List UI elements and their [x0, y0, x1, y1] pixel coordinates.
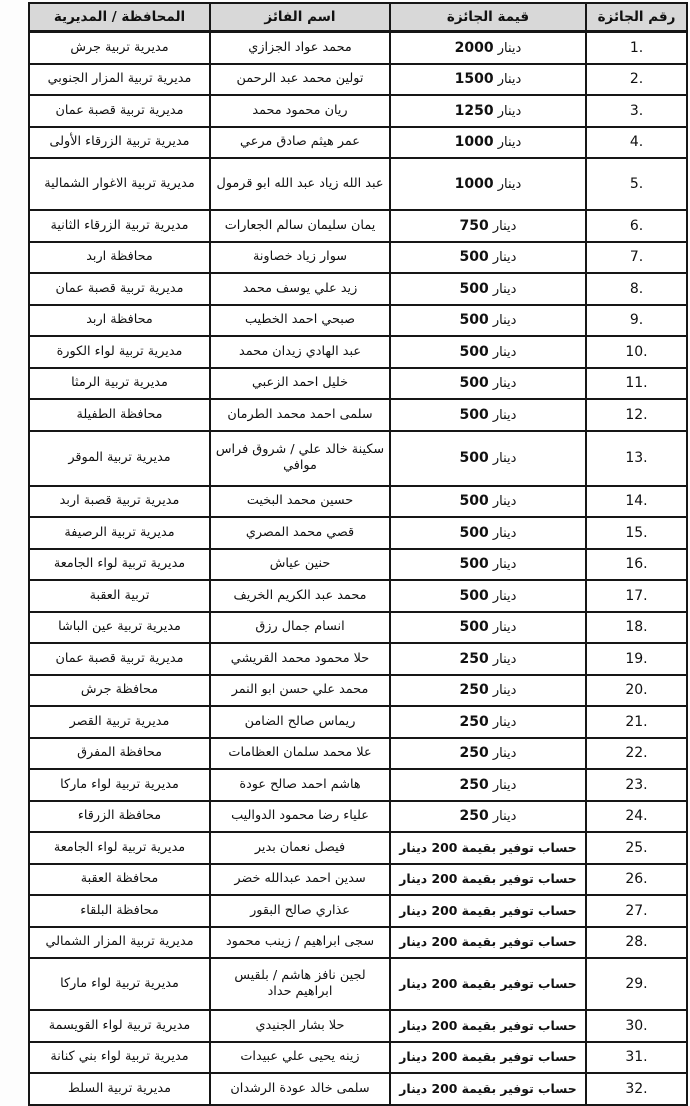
prize-value-text: 250 دينار [459, 682, 517, 699]
prize-number-text: 6. [629, 217, 644, 234]
prize-number-cell [586, 675, 687, 707]
district-cell: محافظة البلقاء [29, 895, 210, 927]
table-row [29, 1042, 687, 1074]
prize-value-cell [390, 1010, 586, 1042]
prize-value-text: 250 دينار [459, 745, 517, 762]
prize-number-text: 22. [625, 745, 648, 762]
district-cell: مديرية تربية المزار الجنوبي [29, 64, 210, 96]
prize-value-text: حساب توفير بقيمة 200 دينار [399, 871, 577, 887]
prize-number-cell [586, 127, 687, 159]
winner-name-cell: تولين محمد عبد الرحمن [210, 64, 390, 96]
prize-number-text: 30. [625, 1017, 648, 1034]
district-cell: مديرية تربية قصبة عمان [29, 273, 210, 305]
prize-number-text: 17. [625, 587, 648, 604]
prize-value-cell [390, 549, 586, 581]
winner-name-cell: محمد علي حسن ابو النمر [210, 675, 390, 707]
prize-value-text: 1500 دينار [454, 71, 522, 88]
prize-value-cell [390, 64, 586, 96]
winner-name-cell: عمر هيثم صادق مرعي [210, 127, 390, 159]
table-row [29, 549, 687, 581]
table-row [29, 1010, 687, 1042]
prize-number-text: 31. [625, 1049, 648, 1066]
prize-number-cell [586, 32, 687, 64]
district-cell: محافظة اربد [29, 242, 210, 274]
prize-number-cell [586, 549, 687, 581]
prize-value-cell [390, 399, 586, 431]
prize-value-text: حساب توفير بقيمة 200 دينار [399, 976, 577, 991]
prize-value-cell [390, 675, 586, 707]
prize-value-text: 1250 دينار [454, 102, 522, 119]
prize-number-text: 10. [625, 343, 648, 360]
district-cell: مديرية تربية الرمثا [29, 368, 210, 400]
prize-value-cell [390, 210, 586, 242]
prize-number-cell [586, 1010, 687, 1042]
district-cell: مديرية تربية لواء ماركا [29, 958, 210, 1010]
prize-number-cell [586, 1073, 687, 1105]
winner-name-cell: سكينة خالد علي / شروق فراس موافي [210, 431, 390, 486]
table-row [29, 127, 687, 159]
table-row [29, 95, 687, 127]
table-row [29, 210, 687, 242]
prize-number-cell [586, 517, 687, 549]
prize-value-text: حساب توفير بقيمة 200 دينار [399, 1049, 577, 1065]
district-cell: مديرية تربية عين الباشا [29, 612, 210, 644]
prize-value-text: 500 دينار [459, 450, 517, 466]
winner-name-cell: ريماس صالح الضامن [210, 706, 390, 738]
district-cell: محافظة اربد [29, 305, 210, 337]
winner-name-cell: علا محمد سلمان العظامات [210, 738, 390, 770]
district-cell: مديرية تربية لواء الجامعة [29, 549, 210, 581]
prize-value-text: حساب توفير بقيمة 200 دينار [399, 902, 577, 918]
prize-number-text: 20. [625, 682, 648, 699]
district-cell: مديرية تربية القصر [29, 706, 210, 738]
prize-value-cell [390, 864, 586, 896]
district-cell: مديرية تربية لواء الكورة [29, 336, 210, 368]
winner-name-cell: خليل احمد الزعبي [210, 368, 390, 400]
prize-value-cell [390, 958, 586, 1010]
table-row [29, 832, 687, 864]
prize-value-text: 250 دينار [459, 650, 517, 667]
prize-number-cell [586, 1042, 687, 1074]
prize-value-text: 2000 دينار [454, 39, 522, 56]
prize-number-cell [586, 273, 687, 305]
winner-name-cell: لجين نافز هاشم / بلقيس ابراهيم حداد [210, 958, 390, 1010]
winner-name-cell: سدين احمد عبدالله خضر [210, 864, 390, 896]
district-cell: مديرية تربية الموقر [29, 431, 210, 486]
winner-name-cell: سوار زياد خصاونة [210, 242, 390, 274]
prize-number-cell [586, 64, 687, 96]
prize-number-text: 16. [625, 556, 648, 573]
prize-number-cell [586, 738, 687, 770]
prize-number-cell [586, 210, 687, 242]
table-row [29, 958, 687, 1010]
prize-number-cell [586, 927, 687, 959]
prize-number-cell [586, 958, 687, 1010]
district-cell: مديرية تربية المزار الشمالي [29, 927, 210, 959]
prize-number-text: 12. [625, 406, 648, 423]
table-row [29, 486, 687, 518]
prize-number-text: 7. [629, 249, 644, 266]
prize-number-text: 4. [629, 134, 644, 151]
prize-value-cell [390, 431, 586, 486]
winner-name-cell: قصي محمد المصري [210, 517, 390, 549]
prize-number-cell [586, 431, 687, 486]
prize-number-text: 2. [629, 71, 644, 88]
prize-value-cell [390, 1073, 586, 1105]
winner-name-cell: محمد عواد الجزازي [210, 32, 390, 64]
table-row [29, 927, 687, 959]
district-cell: مديرية تربية الزرقاء الأولى [29, 127, 210, 159]
winner-name-cell: هاشم احمد صالح عودة [210, 769, 390, 801]
prize-number-text: 25. [625, 839, 648, 856]
prize-number-text: 11. [625, 375, 648, 392]
prize-number-cell [586, 336, 687, 368]
prize-number-text: 26. [625, 871, 648, 888]
prize-number-cell [586, 158, 687, 210]
winner-name-cell: عبد الهادي زيدان محمد [210, 336, 390, 368]
table-row [29, 64, 687, 96]
table-row [29, 612, 687, 644]
prize-value-text: 1000 دينار [454, 134, 522, 151]
prize-value-text: 500 دينار [459, 280, 517, 297]
prize-number-text: 5. [629, 176, 644, 192]
prize-number-text: 8. [629, 280, 644, 297]
table-row [29, 158, 687, 210]
district-cell: محافظة المفرق [29, 738, 210, 770]
prize-number-cell [586, 95, 687, 127]
table-row [29, 517, 687, 549]
district-cell: مديرية تربية لواء بني كنانة [29, 1042, 210, 1074]
district-cell: مديرية تربية الرصيفة [29, 517, 210, 549]
prize-number-cell [586, 242, 687, 274]
prize-value-cell [390, 158, 586, 210]
winner-name-cell: علياء رضا محمود الدواليب [210, 801, 390, 833]
prize-value-text: 500 دينار [459, 406, 517, 423]
prize-value-text: حساب توفير بقيمة 200 دينار [399, 839, 577, 855]
prize-number-text: 13. [625, 450, 648, 466]
prize-value-cell [390, 336, 586, 368]
winner-name-cell: سجى ابراهيم / زينب محمود [210, 927, 390, 959]
prize-value-text: 500 دينار [459, 343, 517, 360]
table-row [29, 643, 687, 675]
district-cell: محافظة جرش [29, 675, 210, 707]
district-cell: مديرية تربية السلط [29, 1073, 210, 1105]
district-cell: تربية العقبة [29, 580, 210, 612]
prize-value-text: حساب توفير بقيمة 200 دينار [399, 934, 577, 950]
table-row [29, 368, 687, 400]
winner-name-cell: انسام جمال رزق [210, 612, 390, 644]
header-winner-name: اسم الفائز [210, 3, 390, 32]
table-row [29, 273, 687, 305]
prize-value-text: 500 دينار [459, 619, 517, 636]
prize-value-text: 1000 دينار [454, 176, 522, 192]
prize-value-text: 500 دينار [459, 587, 517, 604]
district-cell: مديرية تربية قصبة عمان [29, 95, 210, 127]
prize-number-cell [586, 864, 687, 896]
prize-value-cell [390, 32, 586, 64]
district-cell: محافظة الزرقاء [29, 801, 210, 833]
district-cell: مديرية تربية قصبة عمان [29, 643, 210, 675]
district-cell: مديرية تربية الزرقاء الثانية [29, 210, 210, 242]
prize-winners-document [0, 2, 690, 1097]
prize-value-cell [390, 1042, 586, 1074]
table-row [29, 895, 687, 927]
prize-number-cell [586, 832, 687, 864]
prize-number-text: 19. [625, 650, 648, 667]
prize-number-cell [586, 612, 687, 644]
prize-value-text: 500 دينار [459, 312, 517, 329]
table-row [29, 242, 687, 274]
winner-name-cell: عبد الله زياد عبد الله ابو قرمول [210, 158, 390, 210]
prize-value-cell [390, 832, 586, 864]
prize-number-cell [586, 706, 687, 738]
district-cell: مديرية تربية لواء القويسمة [29, 1010, 210, 1042]
prize-value-text: 500 دينار [459, 556, 517, 573]
district-cell: مديرية تربية الاغوار الشمالية [29, 158, 210, 210]
winner-name-cell: سلمى خالد عودة الرشدان [210, 1073, 390, 1105]
prize-number-cell [586, 801, 687, 833]
prize-value-text: 500 دينار [459, 375, 517, 392]
table-row [29, 399, 687, 431]
prize-number-cell [586, 895, 687, 927]
table-row [29, 738, 687, 770]
table-row [29, 431, 687, 486]
prize-number-text: 29. [625, 976, 648, 992]
district-cell: محافظة الطفيلة [29, 399, 210, 431]
prize-number-cell [586, 580, 687, 612]
prize-value-cell [390, 706, 586, 738]
prize-number-text: 32. [625, 1080, 648, 1097]
table-row [29, 801, 687, 833]
table-row [29, 864, 687, 896]
prize-value-cell [390, 305, 586, 337]
prize-number-text: 18. [625, 619, 648, 636]
prize-value-cell [390, 368, 586, 400]
prize-number-text: 23. [625, 776, 648, 793]
prize-value-text: 500 دينار [459, 249, 517, 266]
district-cell: مديرية تربية جرش [29, 32, 210, 64]
district-cell: مديرية تربية لواء ماركا [29, 769, 210, 801]
prize-value-cell [390, 517, 586, 549]
prize-number-text: 28. [625, 934, 648, 951]
prize-value-cell [390, 895, 586, 927]
prize-number-text: 1. [629, 39, 644, 56]
winner-name-cell: ريان محمود محمد [210, 95, 390, 127]
table-row [29, 1073, 687, 1105]
header-governorate-directorate: المحافظة / المديرية [29, 3, 210, 32]
prize-number-cell [586, 368, 687, 400]
winner-name-cell: عذاري صالح البقور [210, 895, 390, 927]
prize-value-text: 750 دينار [459, 217, 517, 234]
prize-value-cell [390, 769, 586, 801]
prize-number-text: 21. [625, 713, 648, 730]
winner-name-cell: سلمى احمد محمد الطرمان [210, 399, 390, 431]
winner-name-cell: محمد عبد الكريم الخريف [210, 580, 390, 612]
table-row [29, 580, 687, 612]
table-row [29, 305, 687, 337]
winner-name-cell: حنين عياش [210, 549, 390, 581]
prize-value-text: 500 دينار [459, 524, 517, 541]
winner-name-cell: زيد علي يوسف محمد [210, 273, 390, 305]
prize-number-text: 24. [625, 808, 648, 825]
table-row [29, 336, 687, 368]
district-cell: مديرية تربية قصبة اربد [29, 486, 210, 518]
prize-value-cell [390, 127, 586, 159]
prize-value-text: 250 دينار [459, 808, 517, 825]
winner-name-cell: زينه يحيى علي عبيدات [210, 1042, 390, 1074]
winner-name-cell: حلا بشار الجنيدي [210, 1010, 390, 1042]
winner-name-cell: يمان سليمان سالم الجعارات [210, 210, 390, 242]
prize-value-cell [390, 738, 586, 770]
table-row [29, 769, 687, 801]
prize-table [28, 2, 688, 1106]
winner-name-cell: فيصل نعمان بدير [210, 832, 390, 864]
header-prize-number: رقم الجائزة [586, 3, 687, 32]
prize-value-cell [390, 580, 586, 612]
prize-value-cell [390, 486, 586, 518]
winner-name-cell: صبحي احمد الخطيب [210, 305, 390, 337]
prize-number-text: 9. [629, 312, 644, 329]
prize-number-text: 27. [625, 902, 648, 919]
table-row [29, 675, 687, 707]
prize-value-text: حساب توفير بقيمة 200 دينار [399, 1017, 577, 1033]
table-header-row [29, 3, 687, 32]
header-prize-value: قيمة الجائزة [390, 3, 586, 32]
winner-name-cell: حلا محمود محمد القريشي [210, 643, 390, 675]
prize-number-text: 3. [629, 102, 644, 119]
prize-number-cell [586, 399, 687, 431]
prize-value-text: حساب توفير بقيمة 200 دينار [399, 1080, 577, 1096]
prize-number-cell [586, 486, 687, 518]
prize-value-text: 500 دينار [459, 493, 517, 510]
table-row [29, 706, 687, 738]
table-row [29, 32, 687, 64]
prize-value-cell [390, 643, 586, 675]
prize-value-cell [390, 612, 586, 644]
winner-name-cell: حسين محمد البخيت [210, 486, 390, 518]
prize-number-text: 15. [625, 524, 648, 541]
prize-value-text: 250 دينار [459, 713, 517, 730]
district-cell: مديرية تربية لواء الجامعة [29, 832, 210, 864]
district-cell: محافظة العقبة [29, 864, 210, 896]
prize-number-cell [586, 305, 687, 337]
prize-number-cell [586, 643, 687, 675]
prize-value-cell [390, 95, 586, 127]
prize-number-cell [586, 769, 687, 801]
prize-value-cell [390, 801, 586, 833]
prize-value-cell [390, 927, 586, 959]
prize-number-text: 14. [625, 493, 648, 510]
prize-value-cell [390, 273, 586, 305]
prize-value-text: 250 دينار [459, 776, 517, 793]
prize-value-cell [390, 242, 586, 274]
